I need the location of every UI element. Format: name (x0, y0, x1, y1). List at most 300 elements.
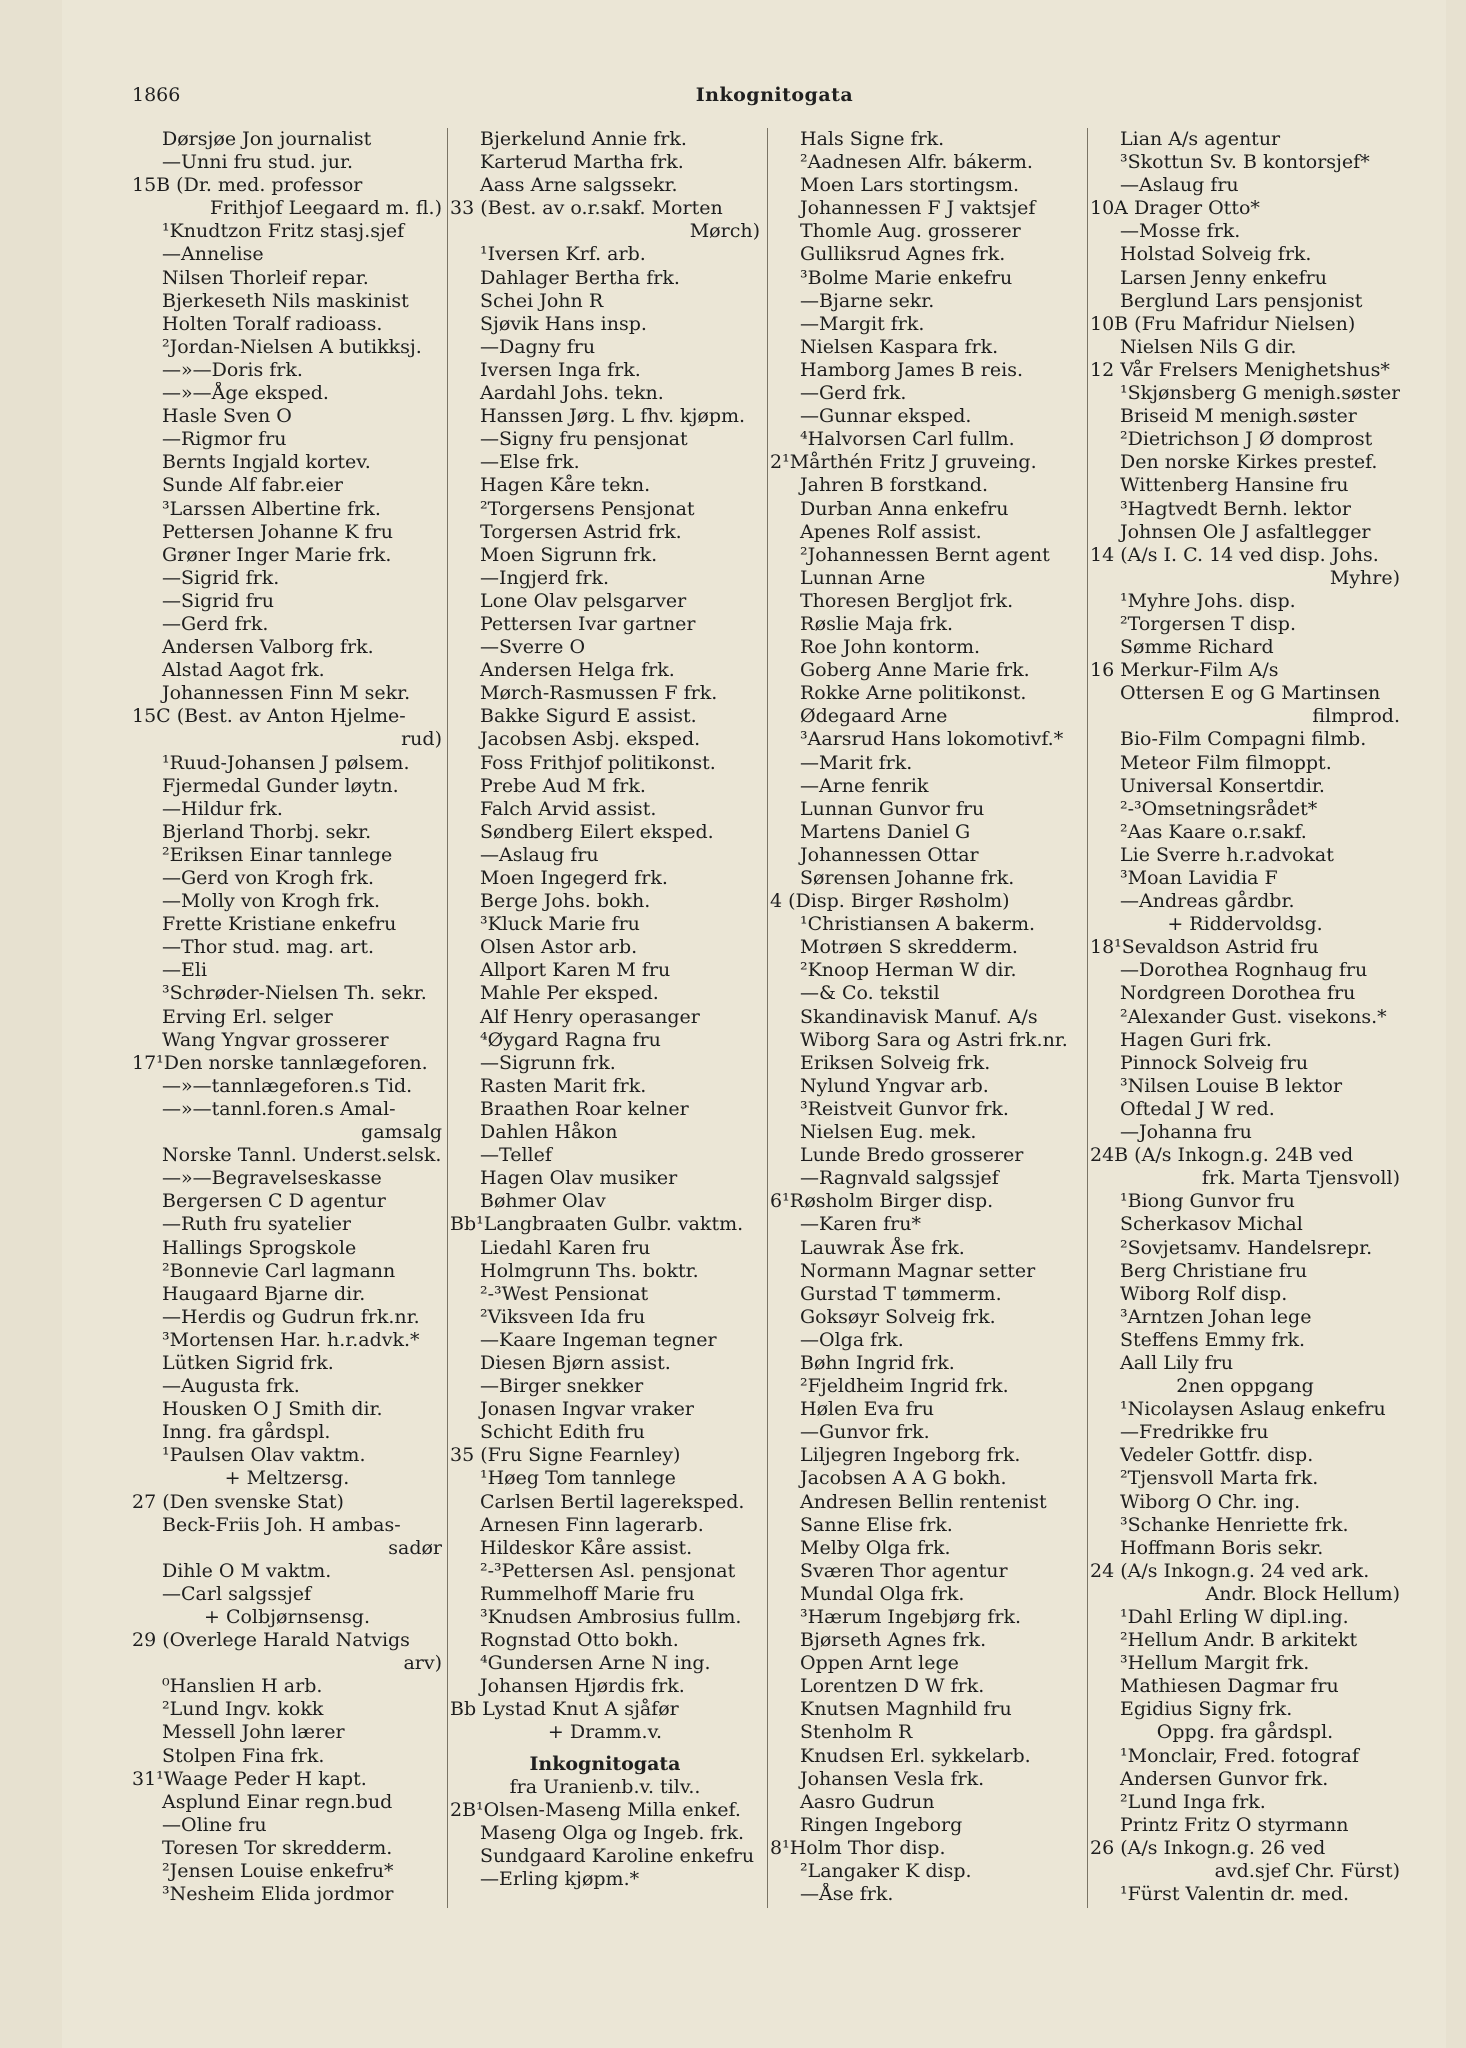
directory-line: Andersen Helga frk. (480, 659, 675, 682)
directory-line: Maseng Olga og Ingeb. frk. (480, 1821, 745, 1844)
directory-line: —Rigmor fru (162, 428, 287, 451)
directory-line: 8¹Holm Thor disp. (770, 1836, 946, 1859)
directory-line: Knutsen Magnhild fru (800, 1698, 1012, 1721)
directory-line: Lunnan Gunvor fru (800, 797, 985, 820)
directory-line: ⁴Øygard Ragna fru (480, 1028, 661, 1051)
directory-column-4 (1090, 128, 1400, 1906)
directory-line: Diesen Bjørn assist. (480, 1351, 671, 1374)
directory-line: —Ingjerd frk. (480, 566, 609, 589)
directory-line: ¹Skjønsberg G menigh.søster (1120, 382, 1400, 405)
directory-line: ²Alexander Gust. visekons.* (1120, 1005, 1387, 1028)
directory-line: —Arne fenrik (800, 774, 929, 797)
directory-line: Briseid M menigh.søster (1120, 405, 1357, 428)
directory-line: Nielsen Eug. mek. (800, 1121, 977, 1144)
directory-line: Hals Signe frk. (800, 128, 945, 150)
directory-line: 15B (Dr. med. professor (132, 174, 363, 197)
directory-line: —Kaare Ingeman tegner (480, 1328, 717, 1351)
directory-line: Lorentzen D W frk. (800, 1675, 985, 1698)
directory-line: Bøhn Ingrid frk. (800, 1351, 955, 1374)
directory-line: Dahlager Bertha frk. (480, 266, 680, 289)
directory-line: Hamborg James B reis. (800, 358, 1023, 381)
directory-line: Ødegaard Arne (800, 705, 948, 728)
directory-line: ²Viksveen Ida fru (480, 1305, 646, 1328)
directory-line: —Hildur frk. (162, 797, 283, 820)
directory-line: Hagen Kåre tekn. (480, 474, 651, 497)
directory-line: Foss Frithjof politikonst. (480, 751, 716, 774)
directory-line: Sværen Thor agentur (800, 1559, 1008, 1582)
directory-line: Goksøyr Solveig frk. (800, 1305, 996, 1328)
directory-line: Thoresen Bergljot frk. (800, 589, 1014, 612)
directory-line: Norske Tannl. Underst.selsk. (162, 1144, 442, 1167)
directory-line: ³Hærum Ingebjørg frk. (800, 1606, 1022, 1628)
directory-line: ²Aas Kaare o.r.sakf. (1120, 820, 1307, 843)
directory-line: Lie Sverre h.r.advokat (1120, 843, 1334, 866)
directory-line: —Gerd frk. (162, 612, 269, 635)
directory-line: —Unni fru stud. jur. (162, 151, 354, 174)
directory-line: Goberg Anne Marie frk. (800, 659, 1030, 682)
directory-line: —»—Åge eksped. (162, 382, 329, 405)
directory-line: Eriksen Solveig frk. (800, 1051, 991, 1074)
directory-line: Bergersen C D agentur (162, 1190, 386, 1213)
directory-line: —Marit frk. (800, 751, 913, 774)
directory-line: Sundgaard Karoline enkefru (480, 1844, 755, 1867)
directory-line: Andersen Valborg frk. (162, 636, 374, 659)
directory-line: Rummelhoff Marie fru (480, 1582, 695, 1605)
directory-line: Asplund Einar regn.bud (162, 1790, 393, 1813)
directory-line: Toresen Tor skredderm. (162, 1836, 393, 1859)
directory-line: Andr. Block Hellum) (1205, 1582, 1400, 1605)
directory-line: —Gunnar eksped. (800, 405, 972, 428)
directory-line: ²Hellum Andr. B arkitekt (1120, 1629, 1358, 1652)
directory-line: ¹Christiansen A bakerm. (800, 913, 1035, 936)
directory-line: Lütken Sigrid frk. (162, 1351, 334, 1374)
directory-line: Mundal Olga frk. (800, 1582, 965, 1605)
directory-line: Falch Arvid assist. (480, 797, 657, 820)
directory-line: + Colbjørnsensg. (203, 1606, 370, 1628)
directory-line: Knudsen Erl. sykkelarb. (800, 1744, 1031, 1767)
directory-line: ³Arntzen Johan lege (1120, 1305, 1312, 1328)
directory-line: Iversen Inga frk. (480, 358, 641, 381)
directory-line: —Signy fru pensjonat (480, 428, 688, 451)
directory-line: Meteor Film filmoppt. (1120, 751, 1332, 774)
directory-line: Bio-Film Compagni filmb. (1120, 728, 1367, 751)
directory-line: Bakke Sigurd E assist. (480, 705, 697, 728)
directory-line: —Olga frk. (800, 1328, 904, 1351)
directory-line: ²Lund Inga frk. (1120, 1790, 1266, 1813)
directory-line: ¹Fürst Valentin dr. med. (1120, 1883, 1350, 1906)
directory-line: ⁴Gundersen Arne N ing. (480, 1652, 711, 1675)
directory-line: Den norske Kirkes prestef. (1120, 451, 1378, 474)
directory-line: + Meltzersg. (224, 1467, 350, 1490)
spacer (450, 1745, 760, 1753)
directory-line: 24B (A/s Inkogn.g. 24B ved (1090, 1144, 1354, 1167)
directory-line: ³Nilsen Louise B lektor (1120, 1074, 1343, 1097)
directory-line: arv) (403, 1652, 442, 1675)
directory-line: Jahren B forstkand. (800, 474, 989, 497)
directory-line: Oftedal J W red. (1120, 1097, 1275, 1120)
directory-line: Lauwrak Åse frk. (800, 1236, 965, 1259)
directory-line: 2B¹Olsen-Maseng Milla enkef. (450, 1798, 741, 1821)
directory-line: Moen Lars stortingsm. (800, 174, 1020, 197)
directory-line: 35 (Fru Signe Fearnley) (450, 1444, 681, 1467)
directory-line: Wiborg Sara og Astri frk.nr. (800, 1028, 1068, 1051)
directory-line: —Dagny fru (480, 335, 596, 358)
directory-line: Oppg. fra gårdspl. (1156, 1721, 1334, 1744)
directory-line: Mørch-Rasmussen F frk. (480, 682, 718, 705)
directory-line: ²Tjensvoll Marta frk. (1120, 1467, 1319, 1490)
directory-line: Schei John R (480, 289, 604, 312)
directory-line: Ottersen E og G Martinsen (1120, 682, 1381, 705)
directory-line: Berg Christiane fru (1120, 1259, 1308, 1282)
directory-line: 4 (Disp. Birger Røsholm) (770, 890, 1010, 913)
directory-line: Sørensen Johanne frk. (800, 867, 1015, 889)
directory-line: ³Knudsen Ambrosius fullm. (480, 1606, 742, 1628)
directory-line: Steffens Emmy frk. (1120, 1328, 1306, 1351)
directory-line: —Åse frk. (800, 1883, 894, 1906)
directory-line: Hallings Sprogskole (162, 1236, 357, 1259)
directory-line: Roe John kontorm. (800, 636, 980, 659)
directory-line: ⁰Hanslien H arb. (162, 1675, 323, 1698)
directory-line: —»—tannlægeforen.s Tid. (162, 1074, 413, 1097)
directory-line: ²Torgersen T disp. (1120, 612, 1297, 635)
directory-line: ²Lund Ingv. kokk (162, 1698, 324, 1721)
directory-line: ⁴Halvorsen Carl fullm. (800, 428, 1015, 451)
directory-line: Dørsjøe Jon journalist (162, 128, 372, 150)
directory-line: Grøner Inger Marie frk. (162, 543, 392, 566)
directory-line: + Riddervoldsg. (1167, 913, 1323, 936)
directory-line: Wang Yngvar grosserer (162, 1028, 389, 1051)
directory-line: Hanssen Jørg. L fhv. kjøpm. (480, 405, 746, 428)
directory-line: Hoffmann Boris sekr. (1120, 1536, 1324, 1559)
directory-line: ³Hagtvedt Bernh. lektor (1120, 497, 1351, 520)
directory-line: 16 Merkur-Film A/s (1090, 659, 1279, 682)
directory-line: Sanne Elise frk. (800, 1513, 953, 1536)
directory-line: Lian A/s agentur (1120, 128, 1281, 150)
directory-line: Scherkasov Michal (1120, 1213, 1303, 1236)
directory-line: Martens Daniel G (800, 820, 971, 843)
directory-line: Andersen Gunvor frk. (1120, 1767, 1329, 1790)
directory-line: Egidius Signy frk. (1120, 1698, 1293, 1721)
directory-line: Nielsen Nils G dir. (1120, 335, 1297, 358)
directory-line: ³Schrøder-Nielsen Th. sekr. (162, 982, 427, 1005)
directory-line: 2¹Mårthén Fritz J gruveing. (770, 451, 1037, 474)
directory-line: ³Reistveit Gunvor frk. (800, 1097, 1009, 1120)
directory-line: ³Skottun Sv. B kontorsjef* (1120, 151, 1370, 174)
directory-line: Johnsen Ole J asfaltlegger (1120, 520, 1371, 543)
directory-line: + Dramm.v. (547, 1721, 663, 1744)
directory-line: —Bjarne sekr. (800, 289, 935, 312)
directory-line: Andresen Bellin rentenist (800, 1490, 1047, 1513)
directory-line: Larsen Jenny enkefru (1120, 266, 1327, 289)
directory-line: Søndberg Eilert eksped. (480, 820, 714, 843)
directory-line: —Mosse frk. (1120, 220, 1241, 243)
directory-line: —Andreas gårdbr. (1120, 890, 1295, 913)
directory-line: Printz Fritz O styrmann (1120, 1813, 1349, 1836)
directory-line: —Carl salgssjef (162, 1582, 312, 1605)
directory-line: Mahle Per eksped. (480, 982, 659, 1005)
directory-line: ¹Ruud-Johansen J pølsem. (162, 751, 410, 774)
directory-line: Hildeskor Kåre assist. (480, 1536, 693, 1559)
directory-line: Inng. fra gårdspl. (162, 1421, 331, 1444)
directory-line: Holmgrunn Ths. boktr. (480, 1259, 699, 1282)
directory-line: 10A Drager Otto* (1090, 197, 1260, 220)
directory-line: Holten Toralf radioass. (162, 312, 383, 335)
directory-line: —Thor stud. mag. art. (162, 936, 375, 959)
directory-line: ¹Dahl Erling W dipl.ing. (1120, 1606, 1349, 1628)
directory-line: 18¹Sevaldson Astrid fru (1090, 936, 1319, 959)
directory-line: Frette Kristiane enkefru (162, 913, 397, 936)
directory-line: Røslie Maja frk. (800, 612, 953, 635)
directory-line: ²Aadnesen Alfr. bákerm. (800, 151, 1033, 174)
directory-line: Bjørseth Agnes frk. (800, 1629, 987, 1652)
directory-line: Aardahl Johs. tekn. (480, 382, 664, 405)
directory-line: Bøhmer Olav (480, 1190, 606, 1213)
directory-line: Nylund Yngvar arb. (800, 1074, 989, 1097)
directory-line: Alstad Aagot frk. (162, 659, 325, 682)
directory-line: ²Dietrichson J Ø domprost (1120, 428, 1373, 451)
directory-line: Holstad Solveig frk. (1120, 243, 1312, 266)
directory-line: —»—Doris frk. (162, 358, 303, 381)
directory-line: Jacobsen Asbj. eksped. (480, 728, 701, 751)
directory-line: —Fredrikke fru (1120, 1421, 1269, 1444)
directory-line: 26 (A/s Inkogn.g. 26 ved (1090, 1836, 1326, 1859)
directory-line: Stenholm R (800, 1721, 913, 1744)
directory-line: Apenes Rolf assist. (800, 520, 982, 543)
directory-line: Haugaard Bjarne dir. (162, 1282, 366, 1305)
directory-line: 29 (Overlege Harald Natvigs (132, 1629, 410, 1652)
directory-line: Hagen Olav musiker (480, 1167, 678, 1190)
directory-line: —Else frk. (480, 451, 580, 474)
directory-line: —Margit frk. (800, 312, 925, 335)
directory-line: Nordgreen Dorothea fru (1120, 982, 1356, 1005)
directory-line: Bb¹Langbraaten Gulbr. vaktm. (450, 1213, 744, 1236)
column-divider (767, 128, 768, 1908)
page-header (132, 84, 1417, 114)
directory-line: Dihle O M vaktm. (162, 1559, 332, 1582)
directory-line: Universal Konsertdir. (1120, 774, 1325, 797)
directory-line: Bb Lystad Knut A sjåfør (450, 1698, 679, 1721)
directory-line: Thomle Aug. grosserer (800, 220, 1021, 243)
directory-line: Nilsen Thorleif repar. (162, 266, 369, 289)
directory-line: filmprod. (1312, 705, 1400, 728)
directory-line: ³Aarsrud Hans lokomotivf.* (800, 728, 1064, 751)
directory-line: Beck-Friis Joh. H ambas- (162, 1513, 401, 1536)
directory-line: Johannessen F J vaktsjef (800, 197, 1036, 220)
directory-line: frk. Marta Tjensvoll) (1201, 1167, 1400, 1190)
directory-line: —Sverre O (480, 636, 586, 659)
directory-line: ²-³West Pensionat (480, 1282, 649, 1305)
directory-line: Aall Lily fru (1120, 1351, 1234, 1374)
directory-line: Oppen Arnt lege (800, 1652, 959, 1675)
directory-line: ³Moan Lavidia F (1120, 867, 1278, 889)
directory-line: Johannessen Finn M sekr. (162, 682, 411, 705)
directory-line: Vedeler Gottfr. disp. (1120, 1444, 1314, 1467)
directory-line: Bjerland Thorbj. sekr. (162, 820, 372, 843)
directory-line: ³Bolme Marie enkefru (800, 266, 1013, 289)
directory-column-1 (132, 128, 442, 1906)
directory-line: ³Kluck Marie fru (480, 913, 640, 936)
directory-line: Moen Sigrunn frk. (480, 543, 658, 566)
directory-line: —Dorothea Rognhaug fru (1120, 959, 1368, 982)
directory-line: Wittenberg Hansine fru (1120, 474, 1349, 497)
directory-line: ¹Monclair, Fred. fotograf (1120, 1744, 1359, 1767)
directory-line: 2nen oppgang (1176, 1375, 1314, 1398)
directory-line: avd.sjef Chr. Fürst) (1214, 1860, 1400, 1883)
directory-line: ²Fjeldheim Ingrid frk. (800, 1375, 1009, 1398)
directory-line: ¹Biong Gunvor fru (1120, 1190, 1295, 1213)
directory-line: —Birger snekker (480, 1375, 644, 1398)
directory-line: —Aslaug fru (480, 843, 599, 866)
directory-line: 6¹Røsholm Birger disp. (770, 1190, 994, 1213)
directory-line: Allport Karen M fru (480, 959, 671, 982)
directory-line: Wiborg O Chr. ing. (1120, 1490, 1301, 1513)
directory-line: —Gunvor frk. (800, 1421, 930, 1444)
directory-line: ¹Knudtzon Fritz stasj.sjef (162, 220, 405, 243)
directory-line: Schicht Edith fru (480, 1421, 645, 1444)
directory-line: Torgersen Astrid frk. (480, 520, 682, 543)
directory-line: Wiborg Rolf disp. (1120, 1282, 1288, 1305)
directory-line: Alf Henry operasanger (480, 1005, 700, 1028)
directory-line: Myhre) (1329, 566, 1400, 589)
directory-line: ²-³Pettersen Asl. pensjonat (480, 1559, 736, 1582)
directory-line: Normann Magnar setter (800, 1259, 1036, 1282)
directory-line: —& Co. tekstil (800, 982, 940, 1005)
directory-line: ²Sovjetsamv. Handelsrepr. (1120, 1236, 1373, 1259)
directory-line: ³Larssen Albertine frk. (162, 497, 381, 520)
directory-line: Jonasen Ingvar vraker (480, 1398, 694, 1421)
directory-line: Aass Arne salgssekr. (480, 174, 678, 197)
directory-line: Mathiesen Dagmar fru (1120, 1675, 1339, 1698)
directory-line: Berglund Lars pensjonist (1120, 289, 1363, 312)
directory-line: —Augusta frk. (162, 1375, 300, 1398)
directory-line: Bjerkelund Annie frk. (480, 128, 687, 150)
directory-line: —»—tannl.foren.s Amal- (162, 1097, 396, 1120)
directory-line: ²Jordan-Nielsen A butikksj. (162, 335, 422, 358)
column-divider (1087, 128, 1088, 1908)
directory-line: Johannessen Ottar (800, 843, 979, 866)
directory-line: —Herdis og Gudrun frk.nr. (162, 1305, 420, 1328)
directory-line: Motrøen S skredderm. (800, 936, 1018, 959)
directory-line: ²-³Omsetningsrådet* (1120, 797, 1318, 820)
directory-line: —Erling kjøpm.* (480, 1868, 640, 1891)
directory-line: Hasle Sven O (162, 405, 292, 428)
page-title: Inkognitogata (695, 84, 854, 106)
directory-line: ³Hellum Margit frk. (1120, 1652, 1310, 1675)
directory-line: gamsalg (361, 1121, 442, 1144)
directory-line: —Johanna fru (1120, 1121, 1252, 1144)
directory-line: ³Schanke Henriette frk. (1120, 1513, 1349, 1536)
directory-line: ¹Iversen Krf. arb. (480, 243, 646, 266)
directory-line: Housken O J Smith dir. (162, 1398, 383, 1421)
directory-line: Skandinavisk Manuf. A/s (800, 1005, 1038, 1028)
directory-line: —Gerd von Krogh frk. (162, 867, 374, 889)
directory-line: —Sigrid frk. (162, 566, 280, 589)
directory-line: 10B (Fru Mafridur Nielsen) (1090, 312, 1356, 335)
directory-line: 27 (Den svenske Stat) (132, 1490, 344, 1513)
directory-line: Olsen Astor arb. (480, 936, 638, 959)
directory-line: 31¹Waage Peder H kapt. (132, 1767, 367, 1790)
directory-line: Lone Olav pelsgarver (480, 589, 687, 612)
directory-line: —Oline fru (162, 1813, 267, 1836)
directory-line: Fjermedal Gunder løytn. (162, 774, 399, 797)
directory-line: Sømme Richard (1120, 636, 1274, 659)
directory-line: Bernts Ingjald kortev. (162, 451, 371, 474)
directory-line: Durban Anna enkefru (800, 497, 1009, 520)
directory-line: Sunde Alf fabr.eier (162, 474, 344, 497)
directory-line: Braathen Roar kelner (480, 1097, 689, 1120)
directory-column-3 (770, 128, 1080, 1906)
directory-line: —Sigrunn frk. (480, 1051, 616, 1074)
directory-line: Nielsen Kaspara frk. (800, 335, 999, 358)
directory-line: —Ruth fru syatelier (162, 1213, 352, 1236)
directory-line: Carlsen Bertil lagereksped. (480, 1490, 745, 1513)
directory-line: Mørch) (689, 220, 760, 243)
directory-line: ²Eriksen Einar tannlege (162, 843, 393, 866)
directory-line: ¹Paulsen Olav vaktm. (162, 1444, 366, 1467)
directory-line: Melby Olga frk. (800, 1536, 951, 1559)
directory-line: Arnesen Finn lagerarb. (480, 1513, 704, 1536)
directory-line: Gurstad T tømmerm. (800, 1282, 1002, 1305)
directory-line: ¹Høeg Tom tannlege (480, 1467, 676, 1490)
directory-line: —Gerd frk. (800, 382, 907, 405)
directory-line: Bjerkeseth Nils maskinist (162, 289, 409, 312)
directory-line: 24 (A/s Inkogn.g. 24 ved ark. (1090, 1559, 1370, 1582)
directory-line: —Karen fru* (800, 1213, 921, 1236)
directory-line: Sjøvik Hans insp. (480, 312, 647, 335)
directory-line: ²Torgersens Pensjonat (480, 497, 695, 520)
directory-line: Liedahl Karen fru (480, 1236, 651, 1259)
directory-line: Aasro Gudrun (800, 1790, 935, 1813)
directory-line: 15C (Best. av Anton Hjelme- (132, 705, 406, 728)
directory-line: —Tellef (480, 1144, 552, 1167)
directory-line: rud) (401, 728, 442, 751)
directory-line: Rognstad Otto bokh. (480, 1629, 679, 1652)
directory-line: Moen Ingegerd frk. (480, 867, 668, 889)
directory-line: —Annelise (162, 243, 264, 266)
directory-line: Erving Erl. selger (162, 1005, 333, 1028)
directory-line: —Molly von Krogh frk. (162, 890, 381, 913)
directory-line: Ringen Ingeborg (800, 1813, 963, 1836)
directory-line: ²Langaker K disp. (800, 1860, 972, 1883)
directory-line: Berge Johs. bokh. (480, 890, 651, 913)
directory-line: —Aslaug fru (1120, 174, 1239, 197)
directory-line: Hagen Guri frk. (1120, 1028, 1272, 1051)
directory-column-2 (450, 128, 760, 1891)
column-divider (447, 128, 448, 1908)
directory-line: Pettersen Johanne K fru (162, 520, 394, 543)
directory-line: 12 Vår Frelsers Menighetshus* (1090, 358, 1390, 381)
directory-line: Stolpen Fina frk. (162, 1744, 325, 1767)
directory-line: ²Johannessen Bernt agent (800, 543, 1050, 566)
page-number: 1866 (132, 84, 181, 106)
directory-line: sadør (388, 1536, 442, 1559)
directory-line: Karterud Martha frk. (480, 151, 684, 174)
directory-line: Pinnock Solveig fru (1120, 1051, 1309, 1074)
directory-line: —»—Begravelseskasse (162, 1167, 382, 1190)
directory-line: —Ragnvald salgssjef (800, 1167, 999, 1190)
directory-line: ³Mortensen Har. h.r.advk.* (162, 1328, 420, 1351)
directory-line: Lunde Bredo grosserer (800, 1144, 1024, 1167)
directory-line: ²Knoop Herman W dir. (800, 959, 1017, 982)
directory-line: 17¹Den norske tannlægeforen. (132, 1051, 428, 1074)
directory-line: Hølen Eva fru (800, 1398, 934, 1421)
directory-line: Rasten Marit frk. (480, 1074, 647, 1097)
directory-line: 14 (A/s I. C. 14 ved disp. Johs. (1090, 543, 1379, 566)
directory-line: Johansen Hjørdis frk. (480, 1675, 685, 1698)
directory-line: ²Jensen Louise enkefru* (162, 1860, 394, 1883)
directory-line: Pettersen Ivar gartner (480, 612, 696, 635)
directory-line: Gulliksrud Agnes frk. (800, 243, 1006, 266)
